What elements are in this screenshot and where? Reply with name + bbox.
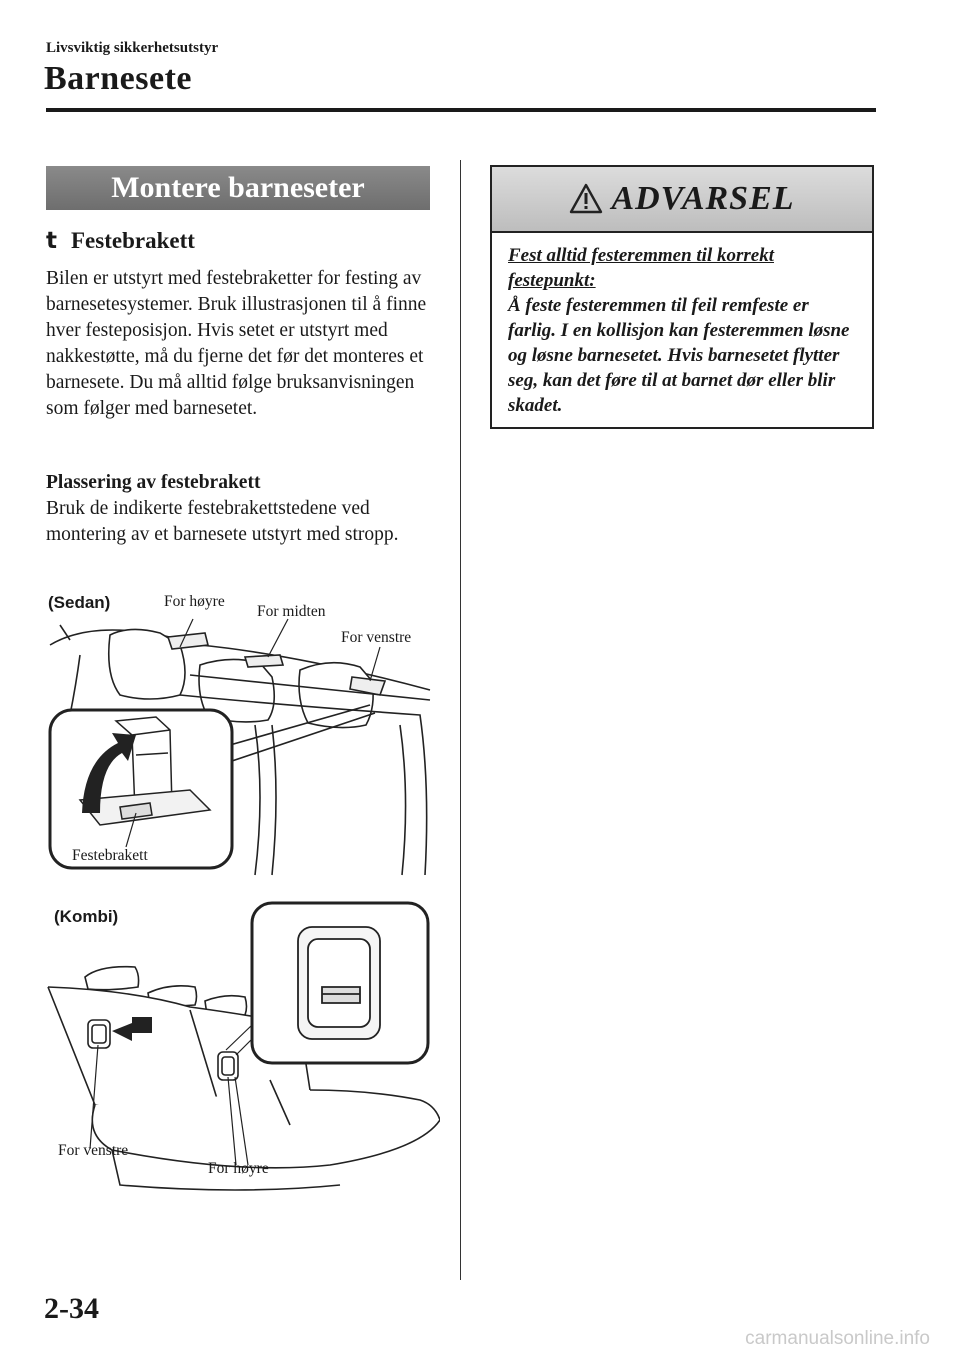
paragraph-placement-heading: Plassering av festebrakett: [46, 472, 261, 493]
sedan-label-left: For venstre: [341, 629, 412, 646]
subheading-text: Festebrakett: [71, 228, 195, 253]
watermark: carmanualsonline.info: [745, 1328, 930, 1349]
sedan-tag: (Sedan): [48, 593, 111, 612]
kombi-label-right: For høyre: [208, 1160, 269, 1177]
warning-triangle-icon: [569, 183, 603, 215]
kombi-illustration: [40, 895, 440, 1195]
page-number: 2-34: [44, 1292, 99, 1325]
kombi-tag: (Kombi): [54, 907, 119, 926]
warning-box: [490, 165, 874, 429]
sedan-illustration: [40, 585, 440, 885]
title-rule: [46, 108, 876, 112]
warning-lead: Fest alltid festeremmen til korrekt festepunkt:: [508, 245, 774, 291]
warning-header: [492, 167, 872, 233]
sedan-label-center: For midten: [257, 603, 326, 620]
subheading: [46, 228, 195, 254]
chapter-label: Livsviktig sikkerhetsutstyr: [46, 40, 219, 56]
column-divider: [460, 160, 461, 1280]
warning-body: [492, 233, 872, 418]
kombi-label-left: For venstre: [58, 1142, 129, 1159]
sedan-label-right: For høyre: [164, 593, 225, 610]
page-title: Barnesete: [44, 60, 193, 97]
subheading-marker: t: [46, 228, 57, 254]
paragraph-placement: Bruk de indikerte festebrakettstedene ved montering av et barnesete utstyrt med stropp.: [46, 498, 399, 545]
section-banner: Montere barneseter: [46, 166, 430, 210]
paragraph-intro: Bilen er utstyrt med festebraketter for festing av barnesetesystemer. Bruk illustrasjonen til å finne hver festeposisjon. Hvis setet er utstyrt med nakkestøtte, må du fjerne det før det monteres et barnesete. Du må alltid følge bruksanvisningen som følger med barnesetet.: [46, 268, 427, 419]
sedan-label-bracket: Festebrakett: [72, 847, 148, 864]
warning-title: ADVARSEL: [611, 180, 795, 217]
warning-text: Å feste festeremmen til feil remfeste er farlig. I en kollisjon kan festeremmen løsne og løsne barnesetet. Hvis barnesetet flytter seg, kan det føre til at barnet dør eller blir skadet.: [508, 295, 850, 416]
